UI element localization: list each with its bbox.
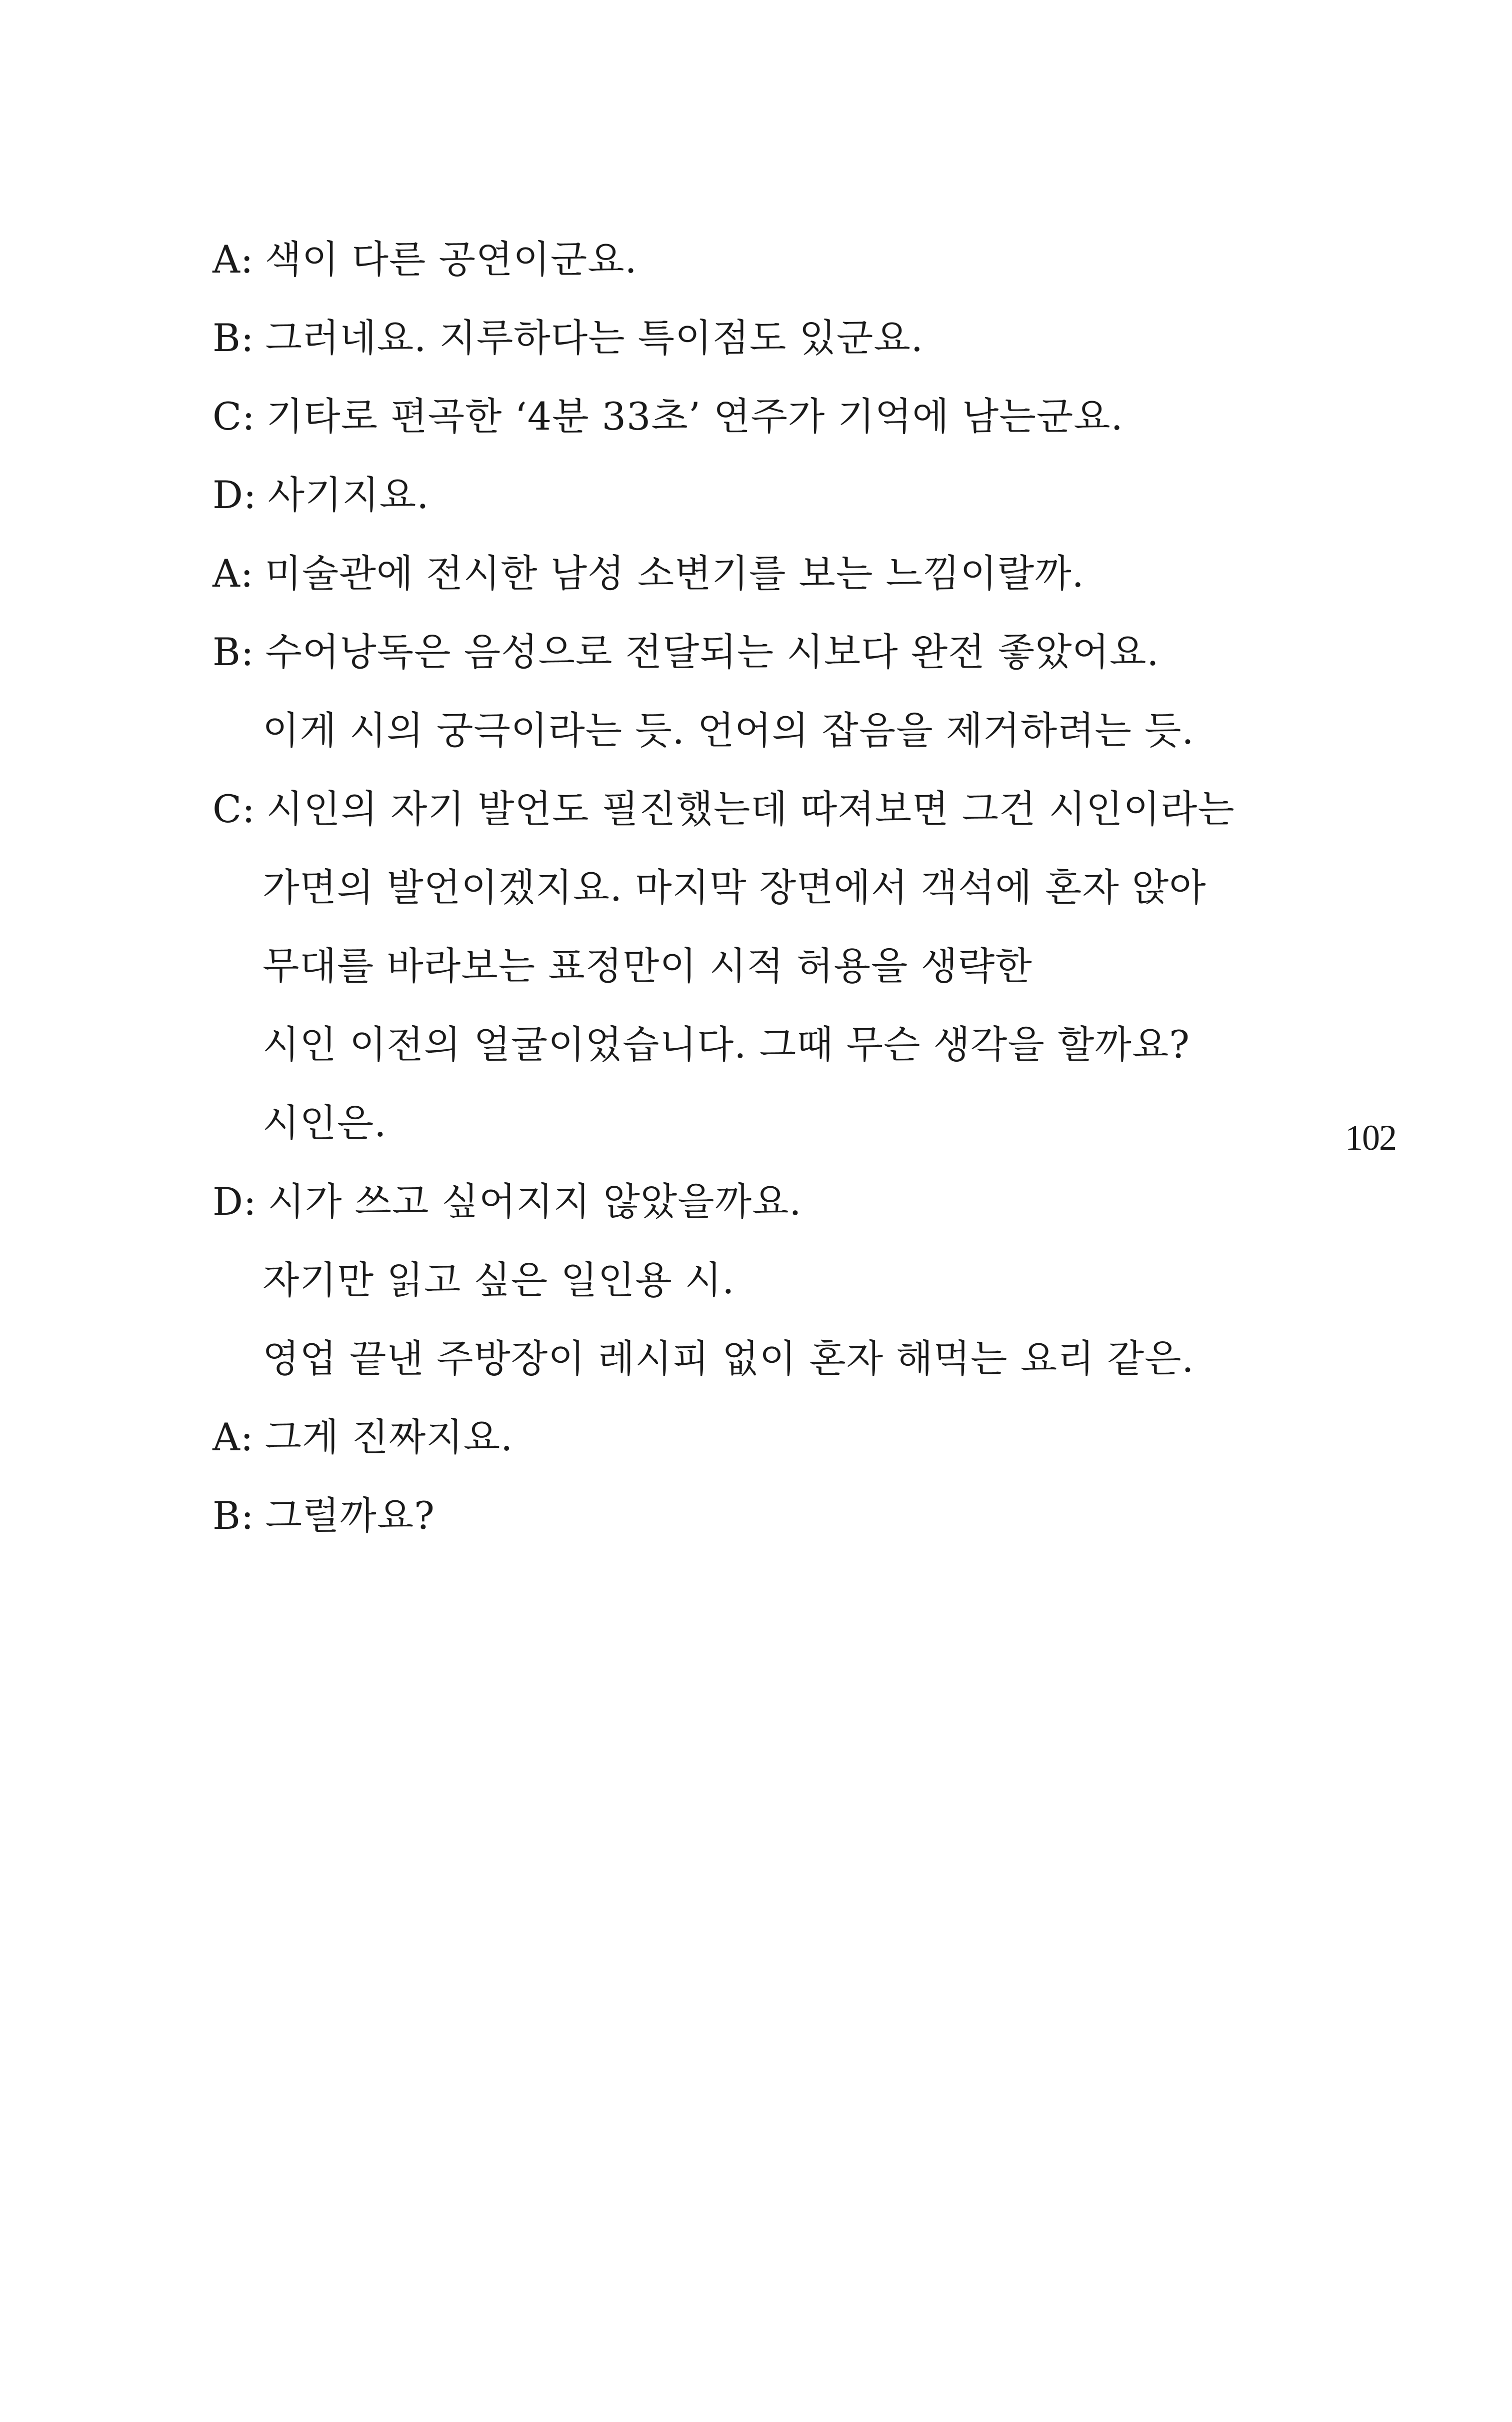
dialogue-block xyxy=(212,220,1288,1555)
dialogue-line xyxy=(212,377,1288,456)
dialogue-line xyxy=(212,613,1288,691)
dialogue-line xyxy=(212,220,1288,299)
dialogue-text: 미술관에 전시한 남성 소변기를 보는 느낌이랄까. xyxy=(264,551,1084,596)
dialogue-continuation-line xyxy=(212,1005,1288,1084)
dialogue-line xyxy=(212,1398,1288,1476)
dialogue-text: 그럴까요? xyxy=(265,1493,435,1538)
dialogue-text: 자기만 읽고 싶은 일인용 시. xyxy=(262,1258,735,1302)
dialogue-text: 가면의 발언이겠지요. 마지막 장면에서 객석에 혼자 앉아 xyxy=(262,865,1206,910)
dialogue-text: 수어낭독은 음성으로 전달되는 시보다 완전 좋았어요. xyxy=(265,630,1160,674)
dialogue-text: 그게 진짜지요. xyxy=(264,1415,514,1459)
speaker-label: C: xyxy=(212,787,256,831)
dialogue-text: 영업 끝낸 주방장이 레시피 없이 혼자 해먹는 요리 같은. xyxy=(262,1336,1194,1381)
speaker-label: D: xyxy=(212,473,257,517)
speaker-label: B: xyxy=(212,316,254,360)
speaker-label: B: xyxy=(212,630,254,674)
dialogue-line xyxy=(212,1162,1288,1241)
dialogue-text: 사기지요. xyxy=(268,473,430,517)
dialogue-text: 무대를 바라보는 표정만이 시적 허용을 생략한 xyxy=(262,944,1032,988)
dialogue-text: 시인은. xyxy=(262,1101,387,1145)
dialogue-continuation-line xyxy=(212,1084,1288,1162)
dialogue-text: 시인의 자기 발언도 필진했는데 따져보면 그건 시인이라는 xyxy=(266,787,1235,831)
dialogue-text: 기타로 편곡한 ‘4분 33초’ 연주가 기억에 남는군요. xyxy=(266,394,1124,439)
dialogue-continuation-line xyxy=(212,848,1288,927)
speaker-label: A: xyxy=(212,551,254,596)
speaker-label: A: xyxy=(212,237,254,282)
speaker-label: B: xyxy=(212,1493,254,1538)
page-number: 102 xyxy=(1345,1118,1396,1158)
speaker-label: A: xyxy=(212,1415,254,1459)
dialogue-continuation-line xyxy=(212,1241,1288,1319)
dialogue-line xyxy=(212,770,1288,848)
dialogue-line xyxy=(212,299,1288,377)
dialogue-line xyxy=(212,456,1288,534)
dialogue-text: 이게 시의 궁극이라는 듯. 언어의 잡음을 제거하려는 듯. xyxy=(262,708,1194,753)
speaker-label: D: xyxy=(212,1179,257,1224)
dialogue-text: 시인 이전의 얼굴이었습니다. 그때 무슨 생각을 할까요? xyxy=(262,1022,1190,1067)
dialogue-continuation-line xyxy=(212,1319,1288,1398)
dialogue-text: 시가 쓰고 싶어지지 않았을까요. xyxy=(268,1179,802,1224)
dialogue-continuation-line xyxy=(212,927,1288,1005)
speaker-label: C: xyxy=(212,394,256,439)
dialogue-continuation-line xyxy=(212,691,1288,770)
dialogue-line xyxy=(212,534,1288,613)
dialogue-line xyxy=(212,1476,1288,1555)
dialogue-text: 색이 다른 공연이군요. xyxy=(264,237,638,282)
dialogue-text: 그러네요. 지루하다는 특이점도 있군요. xyxy=(265,316,924,360)
